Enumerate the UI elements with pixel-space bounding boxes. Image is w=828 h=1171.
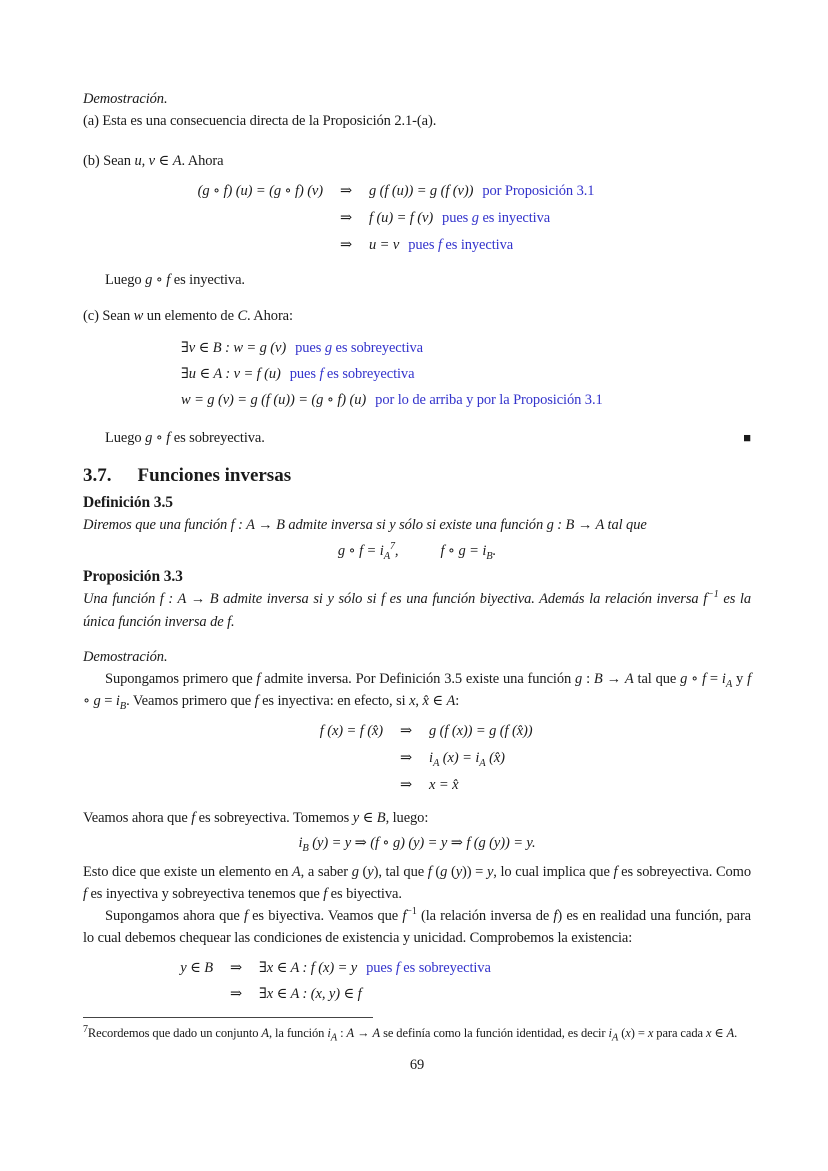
justification-note: por Proposición 3.1 xyxy=(482,183,595,199)
page-number: 69 xyxy=(409,1057,425,1073)
math-lhs: y ∈ B xyxy=(180,960,213,976)
derivation-row xyxy=(103,772,751,799)
proof-item-a: (a) Esta es una consecuencia directa de la Proposición 2.1-(a). xyxy=(83,113,437,129)
math-rhs: ∃x ∈ A : (x, y) ∈ f xyxy=(259,986,362,1002)
existential-line xyxy=(181,335,751,361)
footnote-area xyxy=(83,1017,751,1044)
math-rhs: x = x̂ xyxy=(429,777,459,793)
implies-arrow: ⇒ xyxy=(229,960,243,976)
proof-label: Demostración. xyxy=(83,91,168,107)
qed-square: ■ xyxy=(743,430,751,445)
conclusion-row xyxy=(83,427,751,449)
justification-note: pues f es inyectiva xyxy=(408,237,514,253)
derivation-block-c xyxy=(83,335,751,413)
math-rhs: g (f (x)) = g (f (x̂)) xyxy=(429,723,533,739)
proof-item-b: (b) Sean u, v ∈ A. Ahora xyxy=(83,153,224,169)
derivation-row xyxy=(103,178,751,205)
implies-arrow: ⇒ xyxy=(339,183,353,199)
surjectivity-equation: $i_B$ (y) = y ⇒ (f ∘ g) (y) = y ⇒ f (g (y)) = y. xyxy=(298,835,536,854)
definition-eq-left: g ∘ $f = i_A^7$, xyxy=(337,541,399,562)
definition-body: Diremos que una función f : A → B admite inversa si y sólo si existe una función g : B → A tal que xyxy=(83,517,647,533)
proof2-paragraph-3: Esto dice que existe un elemento en A, a saber g (y), tal que f (g (y)) = y, lo cual implica que f es sobreyectiva. Como f es inyectiva y sobreyectiva tenemos que f es biyectiva. xyxy=(83,864,751,902)
derivation-block-b xyxy=(103,178,751,259)
justification-note: pues f es sobreyectiva xyxy=(289,366,415,382)
math-rhs: ∃x ∈ A : f (x) = y xyxy=(259,960,358,976)
definition-heading: Definición 3.5 xyxy=(83,494,173,511)
derivation-row xyxy=(103,205,751,232)
implies-arrow: ⇒ xyxy=(339,210,353,226)
justification-note: pues f es sobreyectiva xyxy=(366,960,491,976)
math-lhs: (g ∘ f) (u) = (g ∘ f) (v) xyxy=(197,183,323,199)
justification-note: pues g es inyectiva xyxy=(442,210,551,226)
math-rhs: u = v xyxy=(369,237,400,253)
implies-arrow: ⇒ xyxy=(399,750,413,766)
page-content xyxy=(83,88,751,1076)
derivation-row xyxy=(103,981,751,1007)
implies-arrow: ⇒ xyxy=(339,237,353,253)
justification-note: pues g es sobreyectiva xyxy=(295,340,423,356)
derivation-row xyxy=(103,232,751,259)
existential-line xyxy=(181,361,751,387)
proof2-paragraph-2: Veamos ahora que f es sobreyectiva. Tomemos y ∈ B, luego: xyxy=(83,810,429,826)
section-heading xyxy=(83,463,751,489)
section-title: Funciones inversas xyxy=(137,465,292,486)
proposition-body: Una función f : A → B admite inversa si y sólo si f es una función biyectiva. Además la relación inversa $f^{-1}$ es la única función inversa de f. xyxy=(83,589,751,630)
implies-arrow: ⇒ xyxy=(399,723,413,739)
math-statement: ∃u ∈ A : v = f (u) xyxy=(181,366,281,382)
math-rhs: g (f (u)) = g (f (v)) xyxy=(369,183,474,199)
implies-arrow: ⇒ xyxy=(399,777,413,793)
justification-note: por lo de arriba y por la Proposición 3.1 xyxy=(375,392,603,408)
math-rhs: $i_A$ $(x) = i_A$ (x̂) xyxy=(429,750,505,769)
derivation-block-x xyxy=(103,718,751,799)
footnote-text: $^7$Recordemos que dado un conjunto A, la función $i_A$ : A → A se definía como la función identidad, es decir $i_A$ (x) = x para cada x ∈ A. xyxy=(83,1023,738,1044)
footnote-rule xyxy=(83,1017,373,1018)
proof2-label: Demostración. xyxy=(83,649,168,665)
math-rhs: f (u) = f (v) xyxy=(369,210,434,226)
proposition-heading: Proposición 3.3 xyxy=(83,568,183,585)
conclusion-sobreyectiva: Luego g ∘ f es sobreyectiva. xyxy=(105,430,265,446)
section-number: 3.7. xyxy=(83,465,112,486)
derivation-block-y xyxy=(103,955,751,1007)
derivation-row xyxy=(103,718,751,745)
implies-arrow: ⇒ xyxy=(229,986,243,1002)
existential-line xyxy=(181,387,751,413)
math-statement: ∃v ∈ B : w = g (v) xyxy=(181,340,287,356)
proof2-paragraph-4: Supongamos ahora que f es biyectiva. Veamos que $f^{-1}$ (la relación inversa de f) es en realidad una función, para lo cual debemos chequear las condiciones de existencia y unicidad. Comprobemos la existencia: xyxy=(83,906,752,946)
proof-item-c: (c) Sean w un elemento de C. Ahora: xyxy=(83,308,293,324)
derivation-row xyxy=(103,745,751,772)
math-lhs: f (x) = f (x̂) xyxy=(319,723,383,739)
math-statement: w = g (v) = g (f (u)) = (g ∘ f) (u) xyxy=(181,392,367,408)
conclusion-inyectiva: Luego g ∘ f es inyectiva. xyxy=(105,272,245,288)
display-math-definition xyxy=(83,539,751,563)
derivation-row xyxy=(103,955,751,981)
proof2-paragraph-1: Supongamos primero que f admite inversa. Por Definición 3.5 existe una función g : B → A tal que g ∘ $f = i_A$ y f ∘ $g = i_B$. Veamos primero que f es inyectiva: en efecto, si x, x̂ ∈ A: xyxy=(83,671,752,712)
display-math-surjectivity xyxy=(83,831,751,855)
definition-eq-right: f ∘ $g = i_B$. xyxy=(440,543,497,562)
